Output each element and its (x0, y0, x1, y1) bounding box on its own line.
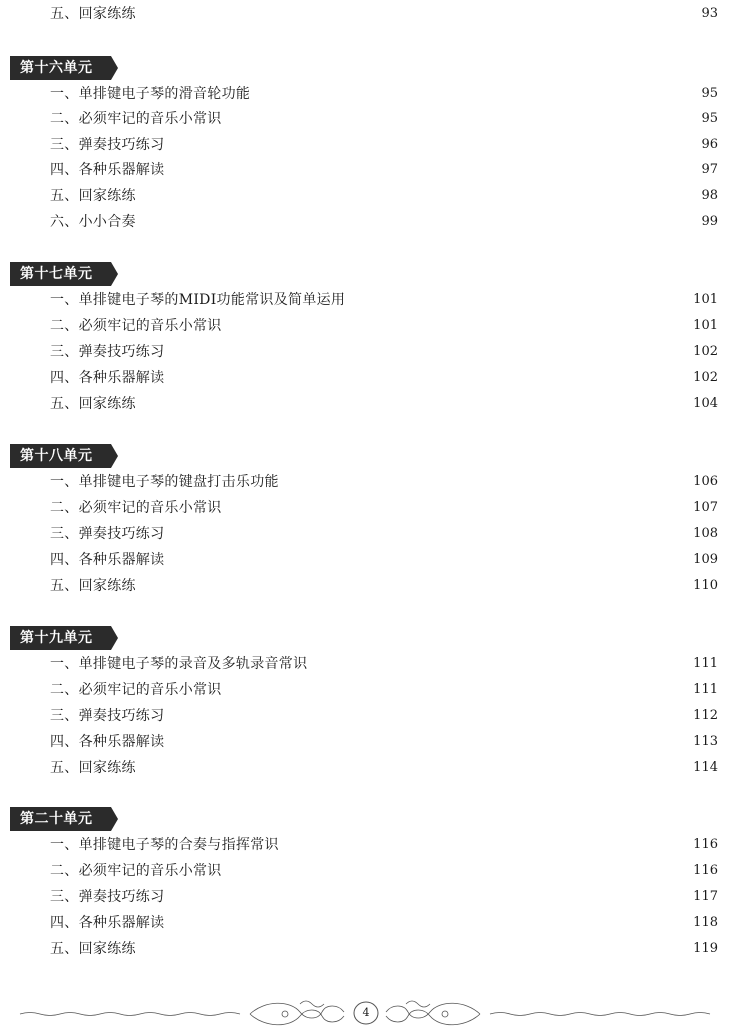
toc-entry-page: 101 (693, 318, 718, 333)
toc-entry[interactable] (50, 731, 718, 753)
toc-entry-label: 五、回家练练 (50, 578, 136, 594)
toc-entry-page: 116 (693, 837, 718, 852)
dot-leader (144, 185, 701, 207)
toc-entry[interactable] (50, 185, 718, 207)
toc-entry-label: 三、弹奏技巧练习 (50, 344, 165, 360)
toc-entry-page: 118 (693, 915, 718, 930)
toc-entry[interactable] (50, 471, 718, 493)
dot-leader (172, 523, 692, 545)
toc-entry[interactable] (50, 653, 718, 675)
dot-leader (172, 549, 692, 571)
toc-entry-label: 六、小小合奏 (50, 214, 136, 230)
toc-entry-page: 113 (693, 734, 718, 749)
toc-entry-page: 106 (693, 474, 718, 489)
dot-leader (230, 108, 701, 130)
dot-leader (144, 938, 692, 960)
dot-leader (172, 886, 692, 908)
toc-entry-label: 二、必须牢记的音乐小常识 (50, 863, 222, 879)
toc-entry[interactable] (50, 341, 718, 363)
dot-leader (172, 731, 692, 753)
toc-entry[interactable] (50, 886, 718, 908)
unit-title: 第十九单元 (20, 630, 93, 646)
toc-entry-page: 101 (693, 292, 718, 307)
toc-entry[interactable] (50, 315, 718, 337)
toc-entry-label: 三、弹奏技巧练习 (50, 526, 165, 542)
dot-leader (258, 83, 700, 105)
toc-entry[interactable] (50, 108, 718, 130)
toc-entry[interactable] (50, 549, 718, 571)
toc-entry-page: 109 (693, 552, 718, 567)
toc-entry-label: 四、各种乐器解读 (50, 370, 165, 386)
toc-entry-label: 五、回家练练 (50, 396, 136, 412)
toc-entry-page: 107 (693, 500, 718, 515)
unit-header-16 (10, 56, 118, 80)
toc-entry-page: 119 (693, 941, 718, 956)
dot-leader (315, 653, 692, 675)
toc-entry[interactable] (50, 134, 718, 156)
toc-entry-page: 102 (693, 344, 718, 359)
toc-entry-label: 四、各种乐器解读 (50, 915, 165, 931)
toc-entry-label: 一、单排键电子琴的MIDI功能常识及简单运用 (50, 292, 346, 308)
unit-title: 第十六单元 (20, 60, 93, 76)
dot-leader (172, 341, 692, 363)
dot-leader (230, 679, 693, 701)
toc-entry[interactable] (50, 523, 718, 545)
toc-entry-page: 97 (701, 162, 718, 177)
toc-entry-label: 二、必须牢记的音乐小常识 (50, 111, 222, 127)
toc-entry-page: 114 (693, 760, 718, 775)
dot-leader (230, 315, 693, 337)
dot-leader (172, 705, 692, 727)
toc-entry-label: 五、回家练练 (50, 188, 136, 204)
unit-title: 第二十单元 (20, 811, 93, 827)
toc-entry[interactable] (50, 3, 718, 25)
dot-leader (172, 912, 692, 934)
toc-entry-label: 三、弹奏技巧练习 (50, 708, 165, 724)
toc-entry-page: 96 (701, 137, 718, 152)
toc-entry[interactable] (50, 757, 718, 779)
toc-entry-page: 111 (693, 656, 718, 671)
toc-entry-page: 110 (693, 578, 718, 593)
dot-leader (172, 159, 700, 181)
toc-entry-label: 一、单排键电子琴的键盘打击乐功能 (50, 474, 279, 490)
toc-entry[interactable] (50, 367, 718, 389)
toc-entry[interactable] (50, 497, 718, 519)
dot-leader (287, 834, 692, 856)
toc-entry-label: 二、必须牢记的音乐小常识 (50, 500, 222, 516)
dot-leader (144, 575, 692, 597)
dot-leader (230, 860, 693, 882)
toc-entry[interactable] (50, 83, 718, 105)
dot-leader (287, 471, 692, 493)
toc-entry-page: 108 (693, 526, 718, 541)
dot-leader (144, 211, 701, 233)
toc-entry-page: 116 (693, 863, 718, 878)
unit-header-19 (10, 626, 118, 650)
toc-entry-page: 93 (701, 6, 718, 21)
toc-entry-page: 111 (693, 682, 718, 697)
toc-entry-page: 117 (693, 889, 718, 904)
dot-leader (230, 497, 693, 519)
dot-leader (144, 3, 701, 25)
toc-entry[interactable] (50, 860, 718, 882)
toc-entry-label: 四、各种乐器解读 (50, 162, 165, 178)
toc-entry[interactable] (50, 159, 718, 181)
toc-entry[interactable] (50, 705, 718, 727)
dot-leader (144, 757, 692, 779)
unit-header-20 (10, 807, 118, 831)
toc-entry-label: 三、弹奏技巧练习 (50, 889, 165, 905)
toc-entry-label: 二、必须牢记的音乐小常识 (50, 318, 222, 334)
toc-entry-page: 98 (701, 188, 718, 203)
toc-entry[interactable] (50, 211, 718, 233)
toc-entry-label: 二、必须牢记的音乐小常识 (50, 682, 222, 698)
toc-entry-page: 99 (701, 214, 718, 229)
dot-leader (144, 393, 692, 415)
dot-leader (172, 134, 700, 156)
toc-entry-page: 95 (701, 111, 718, 126)
toc-entry-page: 102 (693, 370, 718, 385)
toc-entry-label: 四、各种乐器解读 (50, 552, 165, 568)
toc-entry[interactable] (50, 834, 718, 856)
unit-title: 第十八单元 (20, 448, 93, 464)
toc-entry-label: 一、单排键电子琴的合奏与指挥常识 (50, 837, 279, 853)
toc-entry[interactable] (50, 679, 718, 701)
toc-entry[interactable] (50, 938, 718, 960)
dot-leader (353, 289, 692, 311)
toc-entry-label: 一、单排键电子琴的录音及多轨录音常识 (50, 656, 308, 672)
toc-entry-label: 五、回家练练 (50, 941, 136, 957)
toc-entry-label: 五、回家练练 (50, 760, 136, 776)
toc-entry-page: 95 (701, 86, 718, 101)
toc-entry[interactable] (50, 575, 718, 597)
toc-entry-label: 三、弹奏技巧练习 (50, 137, 165, 153)
toc-entry-page: 104 (693, 396, 718, 411)
toc-entry-label: 一、单排键电子琴的滑音轮功能 (50, 86, 251, 102)
toc-entry[interactable] (50, 912, 718, 934)
unit-title: 第十七单元 (20, 266, 93, 282)
toc-entry-page: 112 (693, 708, 718, 723)
unit-header-17 (10, 262, 118, 286)
page-number: 4 (362, 1006, 370, 1019)
toc-entry-label: 四、各种乐器解读 (50, 734, 165, 750)
unit-header-18 (10, 444, 118, 468)
toc-entry[interactable] (50, 393, 718, 415)
toc-entry[interactable] (50, 289, 718, 311)
dot-leader (172, 367, 692, 389)
toc-entry-label: 五、回家练练 (50, 6, 136, 22)
